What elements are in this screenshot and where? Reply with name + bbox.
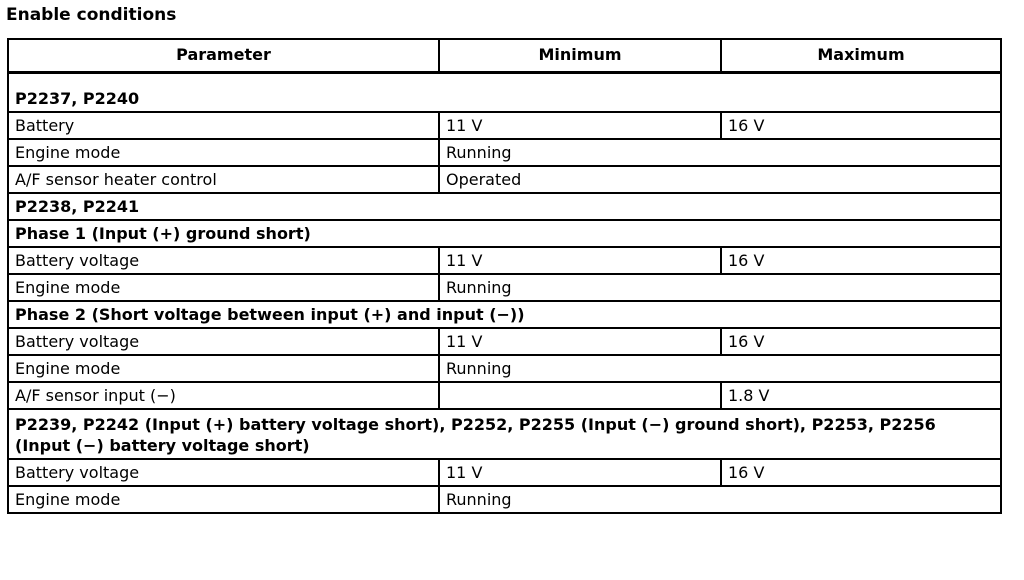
table-row xyxy=(8,112,1001,139)
minimum-cell: 11 V xyxy=(439,328,721,355)
table-row xyxy=(8,166,1001,193)
maximum-cell: 16 V xyxy=(721,328,1001,355)
table-row xyxy=(8,139,1001,166)
phase-heading: Phase 1 (Input (+) ground short) xyxy=(8,220,1001,247)
section-heading: P2239, P2242 (Input (+) battery voltage short), P2252, P2255 (Input (−) ground short), P2253, P2256 (Input (−) battery voltage short) xyxy=(8,409,1001,459)
maximum-cell: 16 V xyxy=(721,247,1001,274)
table-row xyxy=(8,486,1001,513)
phase-row xyxy=(8,301,1001,328)
table-row xyxy=(8,274,1001,301)
parameter-cell: Battery voltage xyxy=(8,247,439,274)
table-row xyxy=(8,328,1001,355)
table-header-row xyxy=(8,39,1001,72)
parameter-cell: Engine mode xyxy=(8,486,439,513)
value-cell: Operated xyxy=(439,166,1001,193)
parameter-cell: A/F sensor heater control xyxy=(8,166,439,193)
maximum-cell: 16 V xyxy=(721,112,1001,139)
minimum-cell xyxy=(439,382,721,409)
table-row xyxy=(8,459,1001,486)
table-row xyxy=(8,382,1001,409)
column-header-minimum: Minimum xyxy=(439,39,721,72)
phase-heading: Phase 2 (Short voltage between input (+) and input (−)) xyxy=(8,301,1001,328)
section-row xyxy=(8,409,1001,459)
maximum-cell: 1.8 V xyxy=(721,382,1001,409)
page-title: Enable conditions xyxy=(6,5,177,25)
parameter-cell: Engine mode xyxy=(8,355,439,382)
parameter-cell: Engine mode xyxy=(8,274,439,301)
parameter-cell: Battery voltage xyxy=(8,328,439,355)
section-row xyxy=(8,72,1001,112)
section-row xyxy=(8,193,1001,220)
parameter-cell: Battery voltage xyxy=(8,459,439,486)
parameter-cell: Battery xyxy=(8,112,439,139)
value-cell: Running xyxy=(439,355,1001,382)
column-header-parameter: Parameter xyxy=(8,39,439,72)
value-cell: Running xyxy=(439,139,1001,166)
value-cell: Running xyxy=(439,486,1001,513)
phase-row xyxy=(8,220,1001,247)
section-heading: P2237, P2240 xyxy=(8,72,1001,112)
section-heading: P2238, P2241 xyxy=(8,193,1001,220)
column-header-maximum: Maximum xyxy=(721,39,1001,72)
maximum-cell: 16 V xyxy=(721,459,1001,486)
minimum-cell: 11 V xyxy=(439,112,721,139)
parameter-cell: A/F sensor input (−) xyxy=(8,382,439,409)
enable-conditions-table xyxy=(7,38,1002,514)
table-row xyxy=(8,247,1001,274)
minimum-cell: 11 V xyxy=(439,247,721,274)
value-cell: Running xyxy=(439,274,1001,301)
minimum-cell: 11 V xyxy=(439,459,721,486)
parameter-cell: Engine mode xyxy=(8,139,439,166)
table-row xyxy=(8,355,1001,382)
